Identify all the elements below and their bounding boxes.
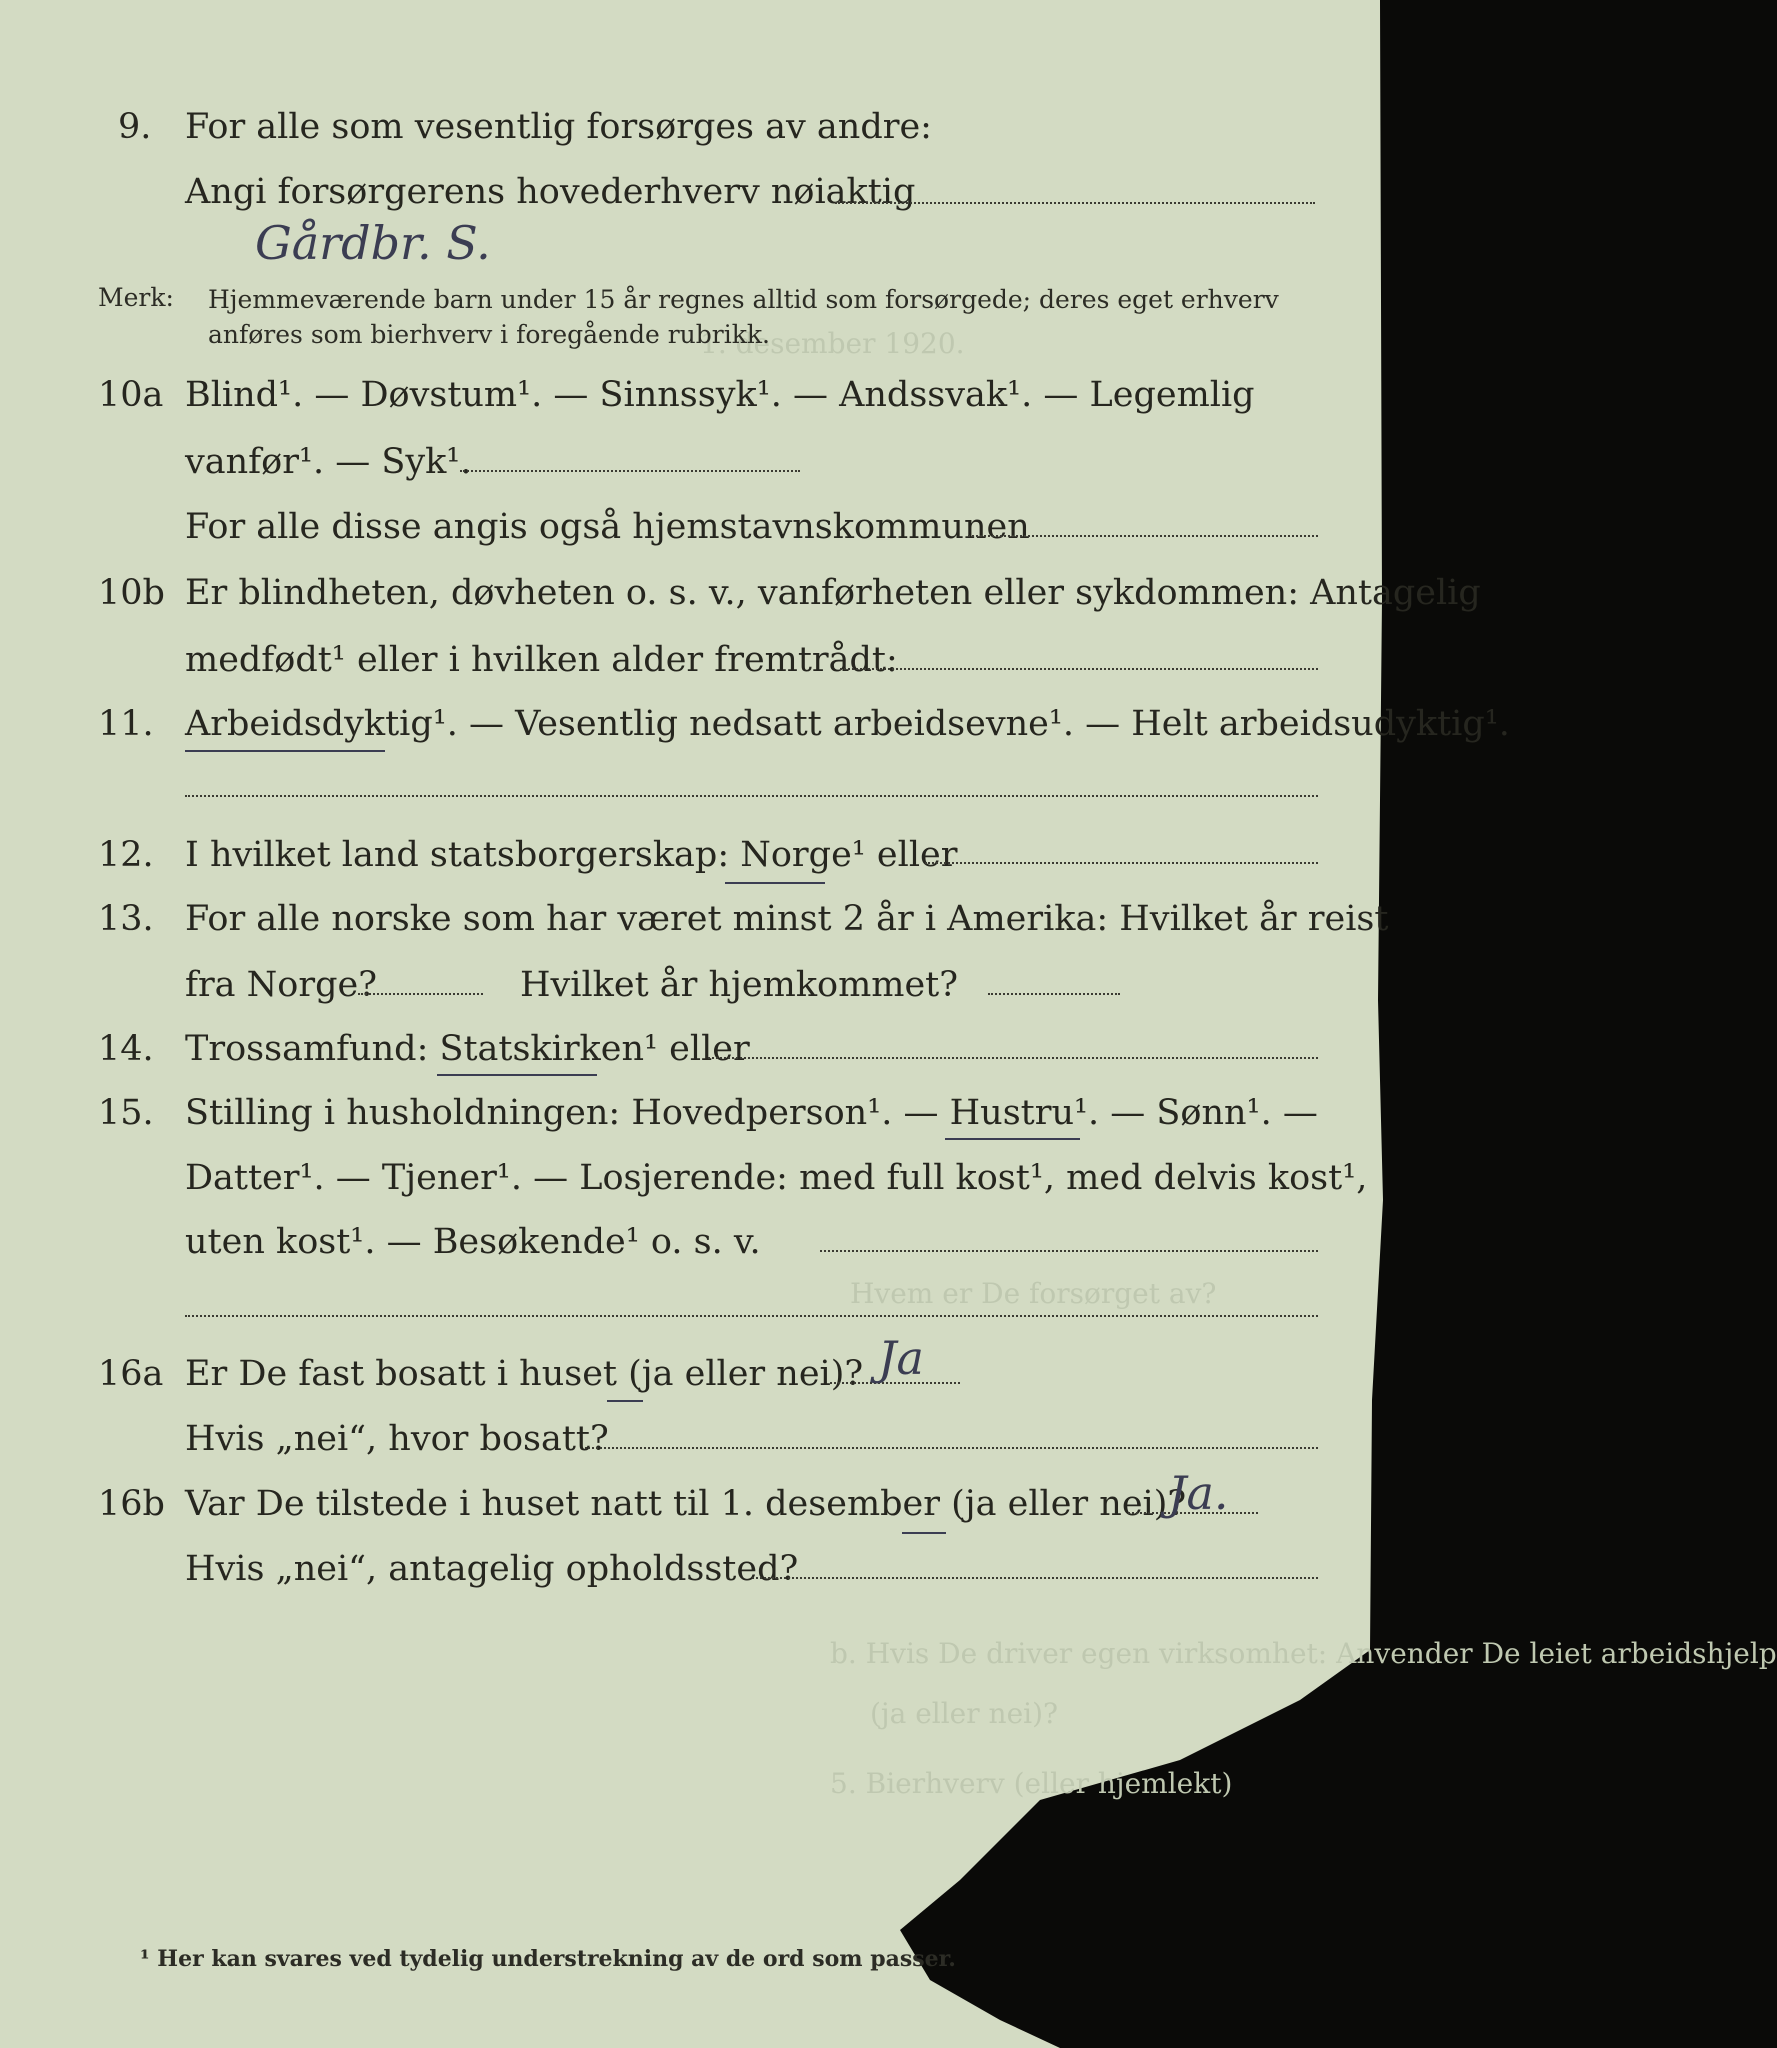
q11-answer-line	[185, 795, 1318, 797]
merk-label: Merk:	[98, 283, 174, 312]
q14-underline-statskirken	[437, 1074, 597, 1076]
q15-answer-line	[185, 1315, 1318, 1317]
q10a-line1: Blind¹. — Døvstum¹. — Sinnssyk¹. — Andssvak¹. — Legemlig	[185, 375, 1255, 415]
q9-number: 9.	[118, 107, 152, 147]
q16b-underline-ja	[902, 1532, 946, 1534]
q15-line3: uten kost¹. — Besøkende¹ o. s. v.	[185, 1222, 761, 1262]
q13-hjemkommet-line	[988, 993, 1120, 995]
q13-line1: For alle norske som har været minst 2 år i Amerika: Hvilket år reist	[185, 899, 1389, 939]
q11-underline-arbeidsdyktig	[185, 750, 385, 752]
q12-line1: I hvilket land statsborgerskap: Norge¹ eller	[185, 835, 958, 875]
q10b-answer-line	[840, 668, 1318, 670]
q14-number: 14.	[98, 1029, 154, 1069]
q16b-opholdssted-line	[752, 1577, 1318, 1579]
q10a-line2: vanfør¹. — Syk¹.	[185, 442, 472, 482]
bleed-through: 1. desember 1920.	[700, 327, 965, 360]
q15-underline-hustru	[945, 1138, 1080, 1140]
q16b-number: 16b	[98, 1484, 165, 1524]
q13-line2b: Hvilket år hjemkommet?	[520, 965, 959, 1005]
q13-reist-line	[358, 993, 483, 995]
bleed-through: b. Hvis De driver egen virksomhet: Anvender De leiet arbeidshjelp	[830, 1637, 1777, 1670]
q12-underline-norge	[725, 882, 825, 884]
q12-number: 12.	[98, 835, 154, 875]
q15-line3-dots	[820, 1250, 1318, 1252]
q9-answer-line	[835, 202, 1315, 204]
q15-line1: Stilling i husholdningen: Hovedperson¹. — Hustru¹. — Sønn¹. —	[185, 1093, 1318, 1133]
q13-line2a: fra Norge?	[185, 965, 377, 1005]
q16a-number: 16a	[98, 1354, 164, 1394]
q16b-handwritten-answer: Ja.	[1168, 1466, 1229, 1520]
bleed-through: (ja eller nei)?	[870, 1697, 1059, 1730]
footnote: ¹ Her kan svares ved tydelig understrekning av de ord som passer.	[140, 1946, 956, 1972]
q15-number: 15.	[98, 1093, 154, 1133]
q9-line2: Angi forsørgerens hovederhverv nøiaktig	[185, 172, 916, 212]
bleed-through: 5. Bierhverv (eller hjemlekt)	[830, 1767, 1233, 1800]
q16a-line1: Er De fast bosatt i huset (ja eller nei)?	[185, 1354, 864, 1394]
q16a-underline-ja	[607, 1400, 643, 1402]
q11-line1: Arbeidsdyktig¹. — Vesentlig nedsatt arbeidsevne¹. — Helt arbeidsudyktig¹.	[185, 704, 1510, 744]
q10a-line2-dots	[460, 470, 800, 472]
merk-line1: Hjemmeværende barn under 15 år regnes alltid som forsørgede; deres eget erhverv	[208, 285, 1279, 314]
q14-line1: Trossamfund: Statskirken¹ eller	[185, 1029, 750, 1069]
q14-answer-line	[708, 1057, 1318, 1059]
q10b-number: 10b	[98, 573, 165, 613]
q10b-line2: medfødt¹ eller i hvilken alder fremtrådt:	[185, 640, 898, 680]
q16a-bosatt-line	[585, 1447, 1318, 1449]
q16b-line2: Hvis „nei“, antagelig opholdssted?	[185, 1549, 799, 1589]
q15-line2: Datter¹. — Tjener¹. — Losjerende: med full kost¹, med delvis kost¹,	[185, 1158, 1368, 1198]
merk-line2: anføres som bierhverv i foregående rubrikk.	[208, 320, 770, 349]
bleed-through: Hvem er De forsørget av?	[850, 1277, 1217, 1310]
q10a-line3: For alle disse angis også hjemstavnskommunen	[185, 507, 1030, 547]
q10a-line3-dots	[968, 535, 1318, 537]
q10a-number: 10a	[98, 375, 164, 415]
q9-handwritten-answer: Gårdbr. S.	[255, 216, 491, 270]
q16a-handwritten-answer: Ja	[878, 1331, 924, 1385]
q10b-line1: Er blindheten, døvheten o. s. v., vanførheten eller sykdommen: Antagelig	[185, 573, 1481, 613]
q13-number: 13.	[98, 899, 154, 939]
q16a-line2: Hvis „nei“, hvor bosatt?	[185, 1419, 609, 1459]
q11-number: 11.	[98, 704, 154, 744]
q12-answer-line	[925, 862, 1318, 864]
q16b-line1: Var De tilstede i huset natt til 1. desember (ja eller nei)?	[185, 1484, 1187, 1524]
q9-line1: For alle som vesentlig forsørges av andre:	[185, 107, 932, 147]
